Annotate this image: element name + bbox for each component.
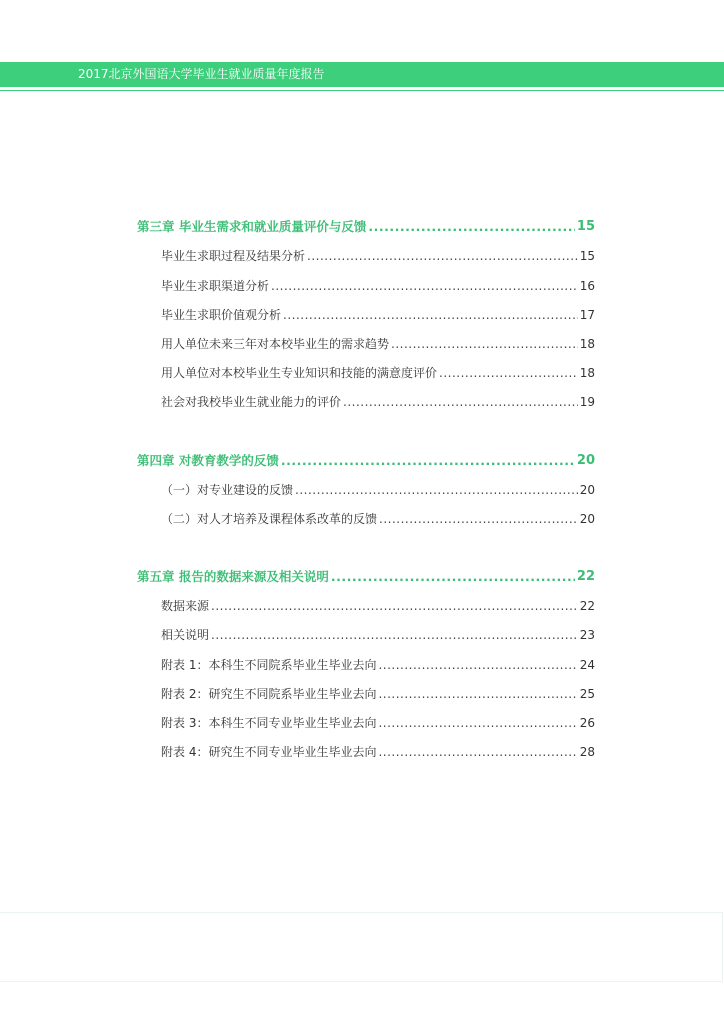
toc-page-number: 24 (579, 657, 595, 672)
toc-page-number: 19 (579, 395, 595, 410)
header-bar (0, 62, 724, 87)
toc-item-label: （一）对专业建设的反馈 (161, 482, 294, 497)
toc-item[interactable] (137, 497, 595, 526)
toc-item[interactable] (137, 468, 595, 497)
toc-leader-dots (378, 745, 577, 759)
toc-chapter-3[interactable] (137, 205, 595, 234)
toc-item-label: 毕业生求职过程及结果分析 (161, 249, 306, 264)
toc-leader-dots (211, 628, 578, 642)
toc-leader-dots (271, 279, 578, 293)
toc-item[interactable] (137, 613, 595, 642)
toc-leader-dots (343, 395, 578, 409)
toc-item[interactable] (137, 351, 595, 380)
footer-area (0, 912, 723, 982)
toc-spacer (137, 409, 595, 438)
toc-item-label: 毕业生求职渠道分析 (161, 278, 270, 293)
toc-leader-dots (295, 483, 578, 497)
toc-chapter-label: 第五章 报告的数据来源及相关说明 (137, 569, 329, 585)
toc-leader-dots (378, 687, 577, 701)
header-divider (0, 90, 724, 91)
toc-item[interactable] (137, 642, 595, 671)
toc-item[interactable] (137, 672, 595, 701)
toc-page-number: 26 (579, 716, 595, 730)
toc-page-number: 18 (579, 366, 595, 381)
toc-page-number: 22 (576, 569, 595, 585)
toc-item[interactable] (137, 322, 595, 351)
toc-page-number: 15 (576, 219, 595, 235)
toc-item-label: 相关说明 (161, 628, 210, 643)
toc-leader-dots (211, 599, 578, 613)
toc-item-label: 用人单位对本校毕业生专业知识和技能的满意度评价 (161, 366, 438, 381)
toc-item[interactable] (137, 234, 595, 263)
toc-leader-dots (378, 716, 577, 730)
toc-item-label: 毕业生求职价值观分析 (161, 307, 282, 322)
toc-item[interactable] (137, 701, 595, 730)
toc-page-number: 22 (579, 599, 595, 614)
toc-leader-dots (283, 308, 578, 322)
toc-leader-dots (391, 337, 578, 351)
toc-page-number: 17 (579, 307, 595, 322)
toc-item-label: 附表 3：本科生不同专业毕业生毕业去向 (161, 716, 377, 730)
toc-chapter-label: 第三章 毕业生需求和就业质量评价与反馈 (137, 219, 367, 235)
toc-item-label: 数据来源 (161, 599, 210, 614)
toc-page-number: 25 (579, 686, 595, 701)
toc-page-number: 16 (579, 278, 595, 293)
toc-page-number: 18 (579, 336, 595, 351)
toc-item-label: 用人单位未来三年对本校毕业生的需求趋势 (161, 336, 390, 351)
toc-item[interactable] (137, 730, 595, 759)
toc-leader-dots (378, 658, 577, 672)
toc-item-label: （二）对人才培养及课程体系改革的反馈 (161, 511, 378, 526)
toc-spacer (137, 526, 595, 555)
toc-chapter-5[interactable] (137, 555, 595, 584)
toc-leader-dots (439, 366, 578, 380)
toc-leader-dots (281, 454, 575, 468)
toc-item-label: 附表 4：研究生不同专业毕业生毕业去向 (161, 745, 377, 760)
toc-item[interactable] (137, 380, 595, 409)
toc-item-label: 社会对我校毕业生就业能力的评价 (161, 395, 342, 410)
toc-item-label: 附表 1：本科生不同院系毕业生毕业去向 (161, 657, 377, 672)
toc-item[interactable] (137, 263, 595, 292)
toc-page-number: 20 (576, 452, 595, 468)
toc-item-label: 附表 2：研究生不同院系毕业生毕业去向 (161, 686, 377, 701)
toc-leader-dots (331, 570, 575, 584)
toc-page-number: 20 (579, 482, 595, 497)
table-of-contents (137, 205, 595, 759)
report-title: 2017北京外国语大学毕业生就业质量年度报告 (78, 67, 325, 81)
toc-page-number: 20 (579, 511, 595, 526)
toc-chapter-label: 第四章 对教育教学的反馈 (137, 452, 279, 468)
toc-item[interactable] (137, 584, 595, 613)
toc-page-number: 15 (579, 249, 595, 264)
toc-leader-dots (307, 249, 578, 263)
toc-page-number: 23 (579, 628, 595, 643)
toc-leader-dots (368, 220, 575, 234)
toc-item[interactable] (137, 293, 595, 322)
toc-chapter-4[interactable] (137, 438, 595, 467)
toc-page-number: 28 (579, 745, 595, 760)
toc-leader-dots (379, 512, 578, 526)
